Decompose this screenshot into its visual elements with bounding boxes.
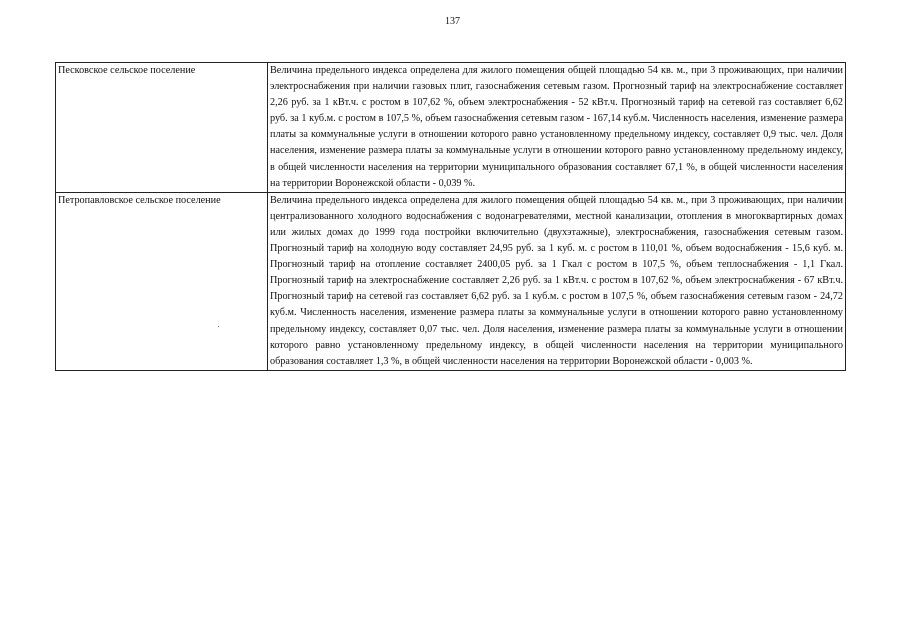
index-description-cell: Величина предельного индекса определена для жилого помещения общей площадью 54 кв. м., при 3 проживающих, при наличии электроснабжения при наличии газовых плит, газоснабжения сетевым газом. Прогнозный тариф на электроснабжение составляет 2,26 руб. за 1 кВт.ч. с ростом в 107,62 %, объем электроснабжения - 52 кВт.ч. Прогнозный тариф на сетевой газ составляет 6,62 руб. за 1 куб.м. с ростом в 107,5 %, объем газоснабжения сетевым газом - 167,14 куб.м. Численность населения, изменение размера платы за коммунальные услуги в отношении которого равно установленному предельному индексу, составляет 0,9 тыс. чел. Доля населения, изменение размера платы за коммунальные услуги в отношении которого равно установленному предельному индексу, в общей численности населения на территории муниципального образования составляет 67,1 %, в общей численности населения на территории Воронежской области - 0,039 %. (268, 63, 846, 193)
page-number: 137 (445, 16, 460, 27)
scan-speck (218, 326, 219, 327)
settlement-name-cell: Песковское сельское поселение (56, 63, 268, 193)
table-row (56, 63, 846, 193)
settlement-name-cell: Петропавловское сельское поселение (56, 192, 268, 370)
index-description-cell: Величина предельного индекса определена для жилого помещения общей площадью 54 кв. м., при 3 проживающих, при наличии централизованного холодного водоснабжения с водонагревателями, местной канализации, отопления в многоквартирных домах или жилых домах до 1999 года постройки включительно (двухэтажные), электроснабжения, газоснабжения сетевым газом. Прогнозный тариф на холодную воду составляет 24,95 руб. за 1 куб. м. с ростом в 110,01 %, объем водоснабжения - 15,6 куб. м. Прогнозный тариф на отопление составляет 2400,05 руб. за 1 Гкал с ростом в 107,5 %, объем теплоснабжения - 1,1 Гкал. Прогнозный тариф на электроснабжение составляет 2,26 руб. за 1 кВт.ч. с ростом в 107,62 %, объем электроснабжения - 67 кВт.ч. Прогнозный тариф на сетевой газ составляет 6,62 руб. за 1 куб.м. с ростом в 107,5 %, объем газоснабжения сетевым газом - 24,72 куб.м. Численность населения, изменение размера платы за коммунальные услуги в отношении которого равно установленному предельному индексу, составляет 0,07 тыс. чел. Доля населения, изменение размера платы за коммунальные услуги в отношении которого равно установленному предельному индексу, в общей численности населения на территории муниципального образования составляет 1,3 %, в общей численности населения на территории Воронежской области - 0,003 %. (268, 192, 846, 370)
tariff-index-table (55, 62, 846, 371)
table-row (56, 192, 846, 370)
